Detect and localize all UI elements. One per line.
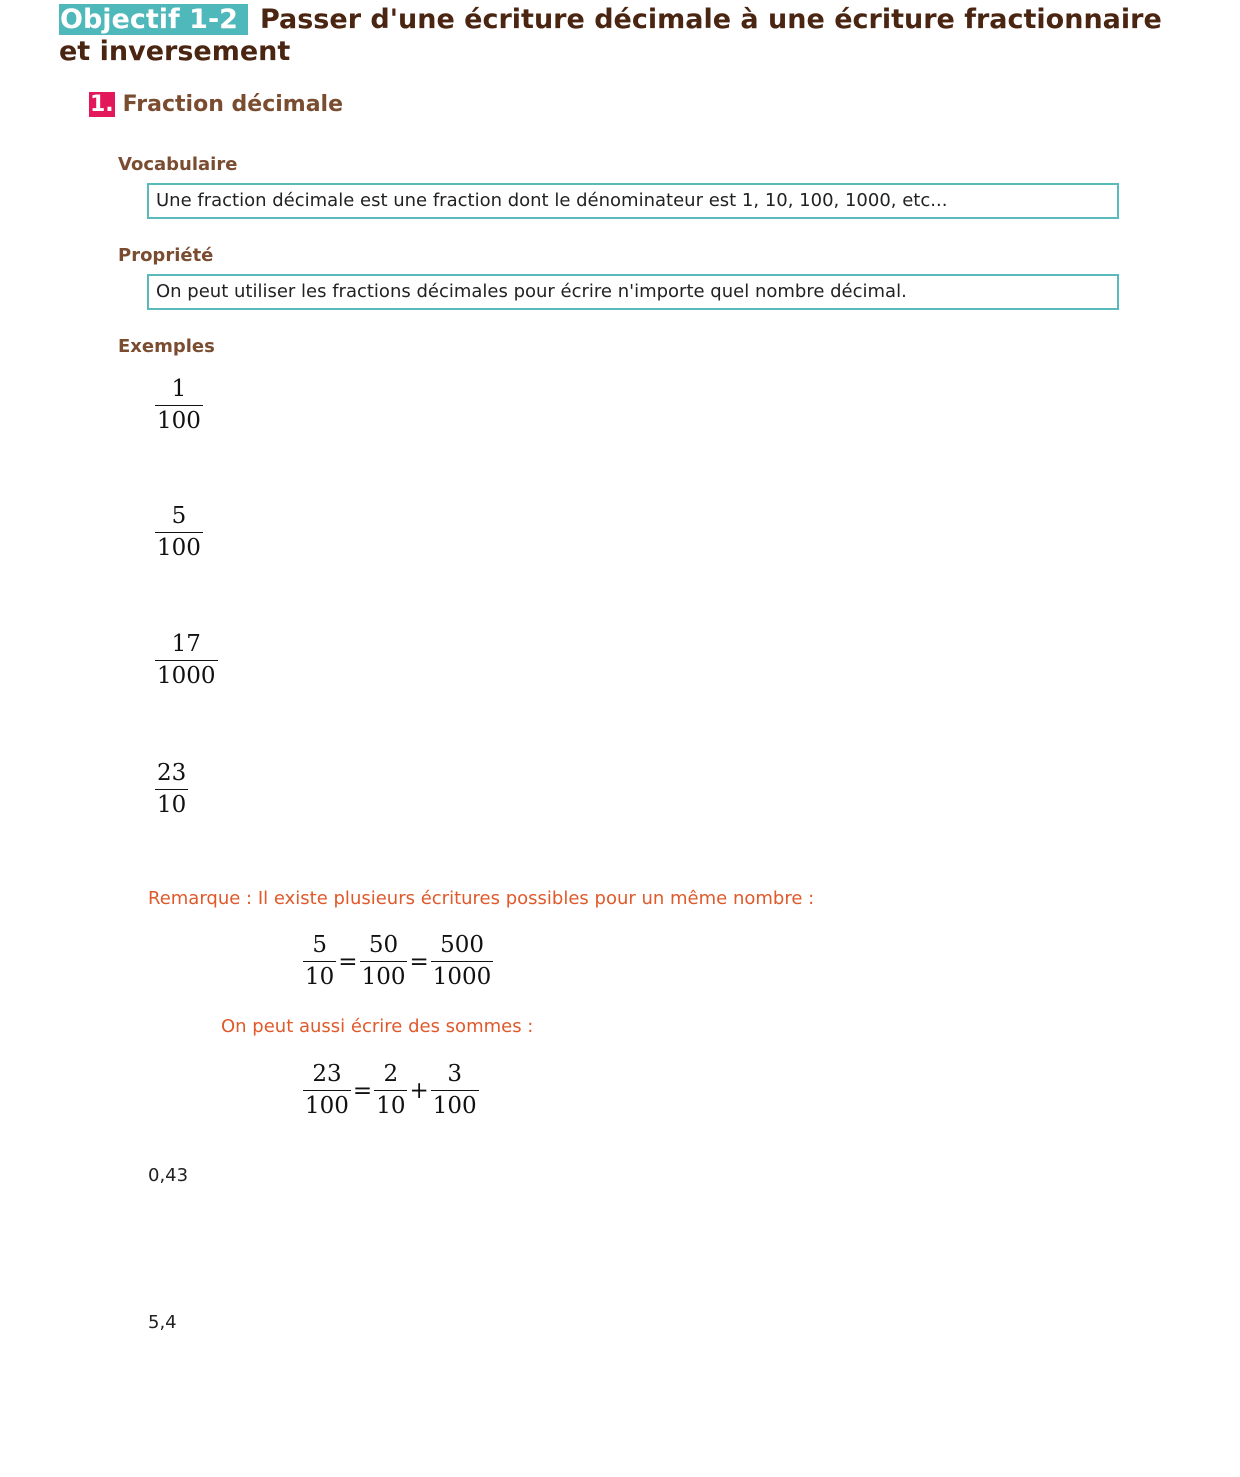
sum-fraction-2 (372, 1061, 409, 1120)
propriete-text: On peut utiliser les fractions décimales pour écrire n'importe quel nombre décimal. (156, 281, 907, 302)
example-fraction-4 (153, 760, 190, 819)
fraction-numerator: 5 (312, 932, 327, 958)
objective-title: Passer d'une écriture décimale à une écriture fractionnaire et inversement (59, 4, 1162, 67)
vocabulaire-box (147, 183, 1119, 219)
fraction-numerator: 5 (171, 503, 187, 529)
fraction-numerator: 50 (368, 932, 399, 958)
fraction-numerator: 23 (157, 760, 187, 786)
equality-fraction-1 (301, 932, 338, 991)
decimal-example-2: 5,4 (148, 1312, 177, 1333)
equality-equation (301, 932, 495, 991)
fraction-numerator: 17 (171, 631, 201, 657)
section-number: 1. (90, 92, 114, 117)
exemples-label: Exemples (118, 336, 215, 357)
equality-fraction-2 (358, 932, 410, 991)
vocabulaire-label: Vocabulaire (118, 154, 238, 175)
propriete-box (147, 274, 1119, 310)
fraction-denominator: 1000 (157, 663, 216, 689)
sommes-text: On peut aussi écrire des sommes : (221, 1016, 534, 1037)
example-fraction-3 (153, 631, 220, 690)
objective-badge: Objectif 1-2 (59, 4, 248, 35)
sum-fraction-1 (301, 1061, 353, 1120)
fraction-denominator: 100 (432, 1093, 477, 1119)
equals-sign: = (352, 1077, 373, 1104)
section-title: Fraction décimale (122, 92, 344, 117)
fraction-denominator: 100 (157, 408, 201, 434)
equals-sign: = (409, 948, 429, 975)
example-fraction-2 (153, 503, 205, 562)
remarque-text: Remarque : Il existe plusieurs écritures possibles pour un même nombre : (148, 888, 815, 909)
fraction-numerator: 3 (447, 1061, 463, 1087)
section-heading (89, 91, 343, 119)
sum-fraction-3 (429, 1061, 481, 1120)
fraction-numerator: 1 (171, 376, 187, 402)
fraction-denominator: 100 (305, 1093, 349, 1119)
fraction-denominator: 10 (376, 1093, 406, 1119)
fraction-denominator: 10 (157, 792, 187, 818)
vocabulaire-text: Une fraction décimale est une fraction dont le dénominateur est 1, 10, 100, 1000, etc... (156, 190, 948, 211)
equals-sign: = (338, 948, 358, 975)
decimal-example-1: 0,43 (148, 1165, 189, 1186)
fraction-denominator: 100 (157, 535, 201, 561)
fraction-numerator: 23 (312, 1061, 342, 1087)
plus-sign: + (409, 1077, 429, 1104)
fraction-denominator: 100 (361, 964, 406, 990)
fraction-denominator: 10 (305, 964, 335, 990)
fraction-numerator: 500 (440, 932, 484, 958)
propriete-label: Propriété (118, 245, 214, 266)
fraction-denominator: 1000 (432, 964, 492, 990)
fraction-numerator: 2 (383, 1061, 399, 1087)
equality-fraction-3 (429, 932, 496, 991)
sum-equation (301, 1061, 481, 1120)
example-fraction-1 (153, 376, 205, 435)
page-title (59, 4, 1199, 68)
